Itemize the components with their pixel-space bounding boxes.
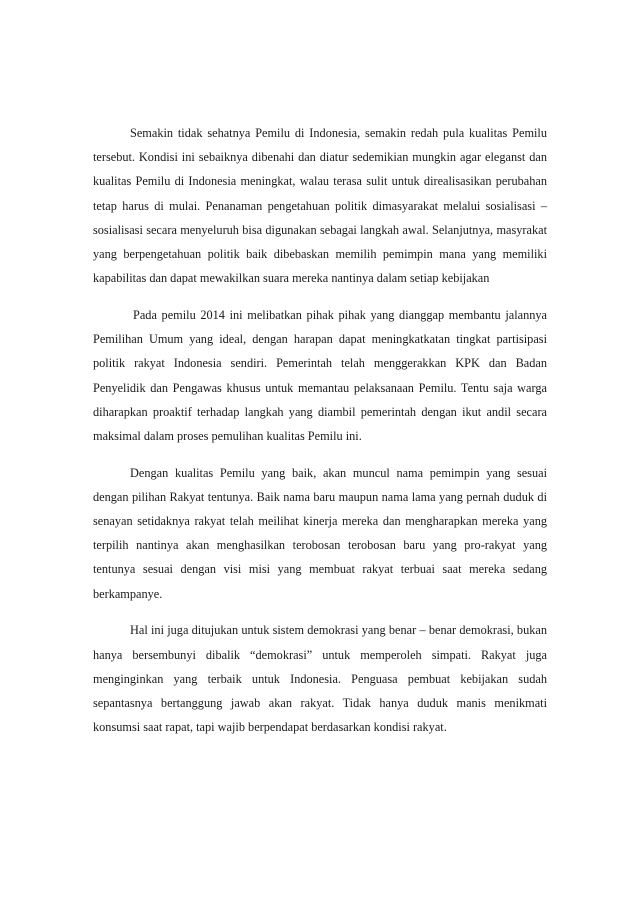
paragraph-2: Pada pemilu 2014 ini melibatkan pihak pihak yang dianggap membantu jalannya Pemilihan Umum yang ideal, dengan harapan dapat meningkatkatan tingkat partisipasi politik rakyat Indonesia sendiri. Pemerintah telah menggerakkan KPK dan Badan Penyelidik dan Pengawas khusus untuk memantau pelaksanaan Pemilu. Tentu saja warga diharapkan proaktif terhadap langkah yang diambil pemerintah dengan ikut andil secara maksimal dalam proses pemulihan kualitas Pemilu ini. (93, 307, 547, 443)
paragraph-4: Hal ini juga ditujukan untuk sistem demokrasi yang benar – benar demokrasi, bukan hanya bersembunyi dibalik “demokrasi” untuk memperoleh simpati. Rakyat juga menginginkan yang terbaik untuk Indonesia. Penguasa pembuat kebijakan sudah sepantasnya bertanggung jawab akan rakyat. Tidak hanya duduk manis menikmati konsumsi saat rapat, tapi wajib berpendapat berdasarkan kondisi rakyat. (93, 623, 547, 735)
paragraph-3: Dengan kualitas Pemilu yang baik, akan muncul nama pemimpin yang sesuai dengan pilihan Rakyat tentunya. Baik nama baru maupun nama lama yang pernah duduk di senayan setidaknya rakyat telah meilihat kinerja mereka dan mengharapkan mereka yang terpilih nantinya akan menghasilkan terobosan terobosan baru yang pro-rakyat yang tentunya sesuai dengan visi misi yang membuat rakyat terbuai saat mereka sedang berkampanye. (93, 465, 547, 601)
paragraph-1: Semakin tidak sehatnya Pemilu di Indonesia, semakin redah pula kualitas Pemilu tersebut. Kondisi ini sebaiknya dibenahi dan diatur sedemikian mungkin agar eleganst dan kualitas Pemilu di Indonesia meningkat, walau terasa sulit untuk direalisasikan perubahan tetap harus di mulai. Penanaman pengetahuan politik dimasyarakat melalui sosialisasi – sosialisasi secara menyeluruh bisa digunakan sebagai langkah awal. Selanjutnya, masyrakat yang berpengetahuan politik baik dibebaskan memilih pemimpin mana yang memiliki kapabilitas dan dapat mewakilkan suara mereka nantinya dalam setiap kebijakan (93, 126, 547, 286)
document-body (93, 121, 547, 739)
